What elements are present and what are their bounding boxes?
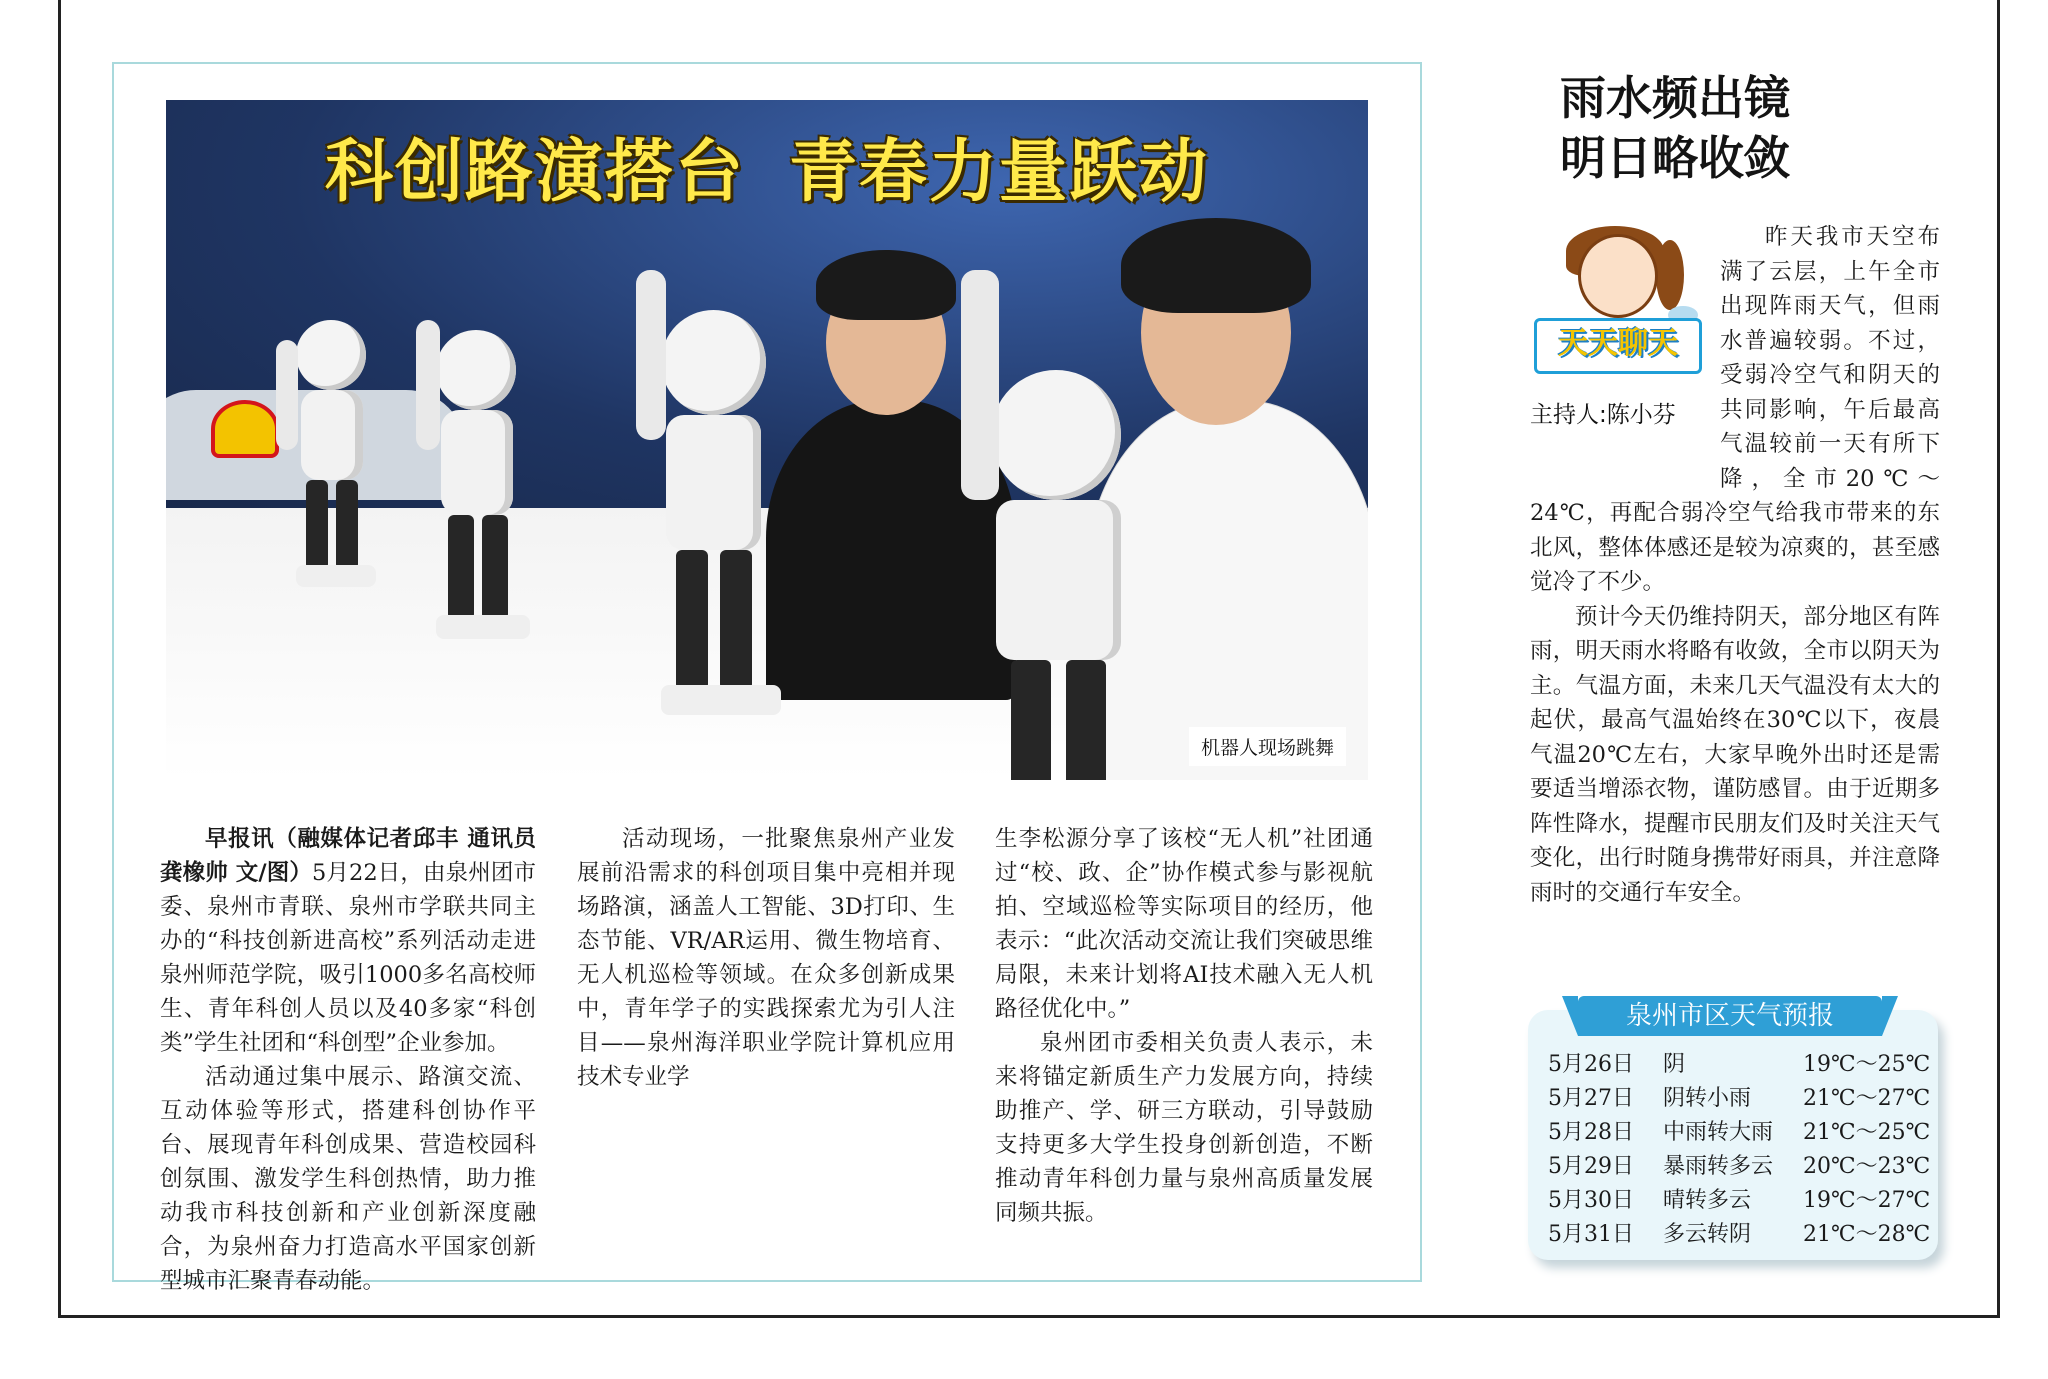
article-column-2-text bbox=[577, 822, 955, 1094]
forecast-row: 5月26日 阴 19℃～25℃ bbox=[1548, 1052, 1931, 1077]
weather-title bbox=[1560, 68, 1960, 188]
column-name-sign: 天天聊天 bbox=[1534, 318, 1702, 374]
weather-title-line-2: 明日略收敛 bbox=[1560, 131, 1790, 185]
weather-text bbox=[1530, 220, 1940, 910]
photo-person-left-hair bbox=[816, 250, 956, 320]
photo-person-right bbox=[1086, 400, 1368, 780]
forecast-row: 5月27日 阴转小雨 21℃～27℃ bbox=[1548, 1086, 1931, 1111]
forecast-row: 5月29日 暴雨转多云 20℃～23℃ bbox=[1548, 1154, 1931, 1179]
article-column-1 bbox=[160, 822, 536, 1298]
article-paragraph-3b: 生李松源分享了该校“无人机”社团通过“校、政、企”协作模式参与影视航拍、空域巡检等实际项目的经历，他表示：“此次活动交流让我们突破思维局限，未来计划将AI技术融入无人机路径优化中。” bbox=[995, 826, 1373, 1022]
weather-paragraph-2: 预计今天仍维持阴天，部分地区有阵雨，明天雨水将略有收敛，全市以阴天为主。气温方面，未来几天气温没有太大的起伏，最高气温始终在30℃以下，夜晨气温20℃左右，大家早晚外出时还是需要适当增添衣物，谨防感冒。由于近期多阵性降水，提醒市民朋友们及时关注天气变化，出行时随身携带好雨具，并注意降雨时的交通行车安全。 bbox=[1530, 603, 1940, 906]
headline-part-2: 青春力量跃动 bbox=[789, 133, 1210, 212]
article-paragraph-1: 5月22日，由泉州团市委、泉州市青联、泉州市学联共同主办的“科技创新进高校”系列活动走进泉州师范学院，吸引1000多名高校师生、青年科创人员以及40多家“科创类”学生社团和“科创型”企业参加。 bbox=[160, 860, 536, 1056]
forecast-table bbox=[1548, 1048, 1938, 1252]
article-paragraph-4: 泉州团市委相关负责人表示，未来将锚定新质生产力发展方向，持续助推产、学、研三方联动，引导鼓励支持更多大学生投身创新创造，不断推动青年科创力量与泉州高质量发展同频共振。 bbox=[995, 1030, 1373, 1226]
forecast-row: 5月31日 多云转阴 21℃～28℃ bbox=[1548, 1222, 1931, 1247]
photo-person-right-hair bbox=[1121, 218, 1311, 313]
forecast-row: 5月28日 中雨转大雨 21℃～25℃ bbox=[1548, 1120, 1931, 1145]
article-column-3 bbox=[995, 822, 1373, 1230]
photo-caption: 机器人现场跳舞 bbox=[1189, 727, 1346, 766]
weather-paragraph-1: 昨天我市天空布满了云层，上午全市出现阵雨天气，但雨水普遍较弱。不过，受弱冷空气和阴天的共同影响，午后最高气温较前一天有所下降，全市20℃～24℃，再配合弱冷空气给我市带来的东北风，整体体感还是较为凉爽的，甚至感觉冷了不少。 bbox=[1530, 224, 1940, 595]
article-lead: 早报讯（融媒体记者邱丰 通讯员龚橡帅 文/图） bbox=[160, 826, 536, 886]
weather-title-line-1: 雨水频出镜 bbox=[1560, 71, 1790, 125]
shell-logo-icon bbox=[211, 400, 279, 458]
article-paragraph-2: 活动通过集中展示、路演交流、互动体验等形式，搭建科创协作平台、展现青年科创成果、营造校园科创氛围、激发学生科创热情，助力推动我市科技创新和产业创新深度融合，为泉州奋力打造高水平国家创新型城市汇聚青春动能。 bbox=[160, 1064, 536, 1294]
forecast-title: 泉州市区天气预报 bbox=[1578, 996, 1882, 1036]
news-photo bbox=[166, 100, 1368, 780]
forecast-row: 5月30日 晴转多云 19℃～27℃ bbox=[1548, 1188, 1931, 1213]
headline-part-1: 科创路演搭台 bbox=[324, 133, 745, 212]
article-paragraph-3: 活动现场，一批聚焦泉州产业发展前沿需求的科创项目集中亮相并现场路演，涵盖人工智能、3D打印、生态节能、VR/AR运用、微生物培育、无人机巡检等领域。在众多创新成果中，青年学子的实践探索尤为引人注目——泉州海洋职业学院计算机应用技术专业学 bbox=[577, 826, 955, 1090]
article-headline bbox=[166, 118, 1368, 215]
host-name: 主持人:陈小芬 bbox=[1530, 402, 1676, 428]
